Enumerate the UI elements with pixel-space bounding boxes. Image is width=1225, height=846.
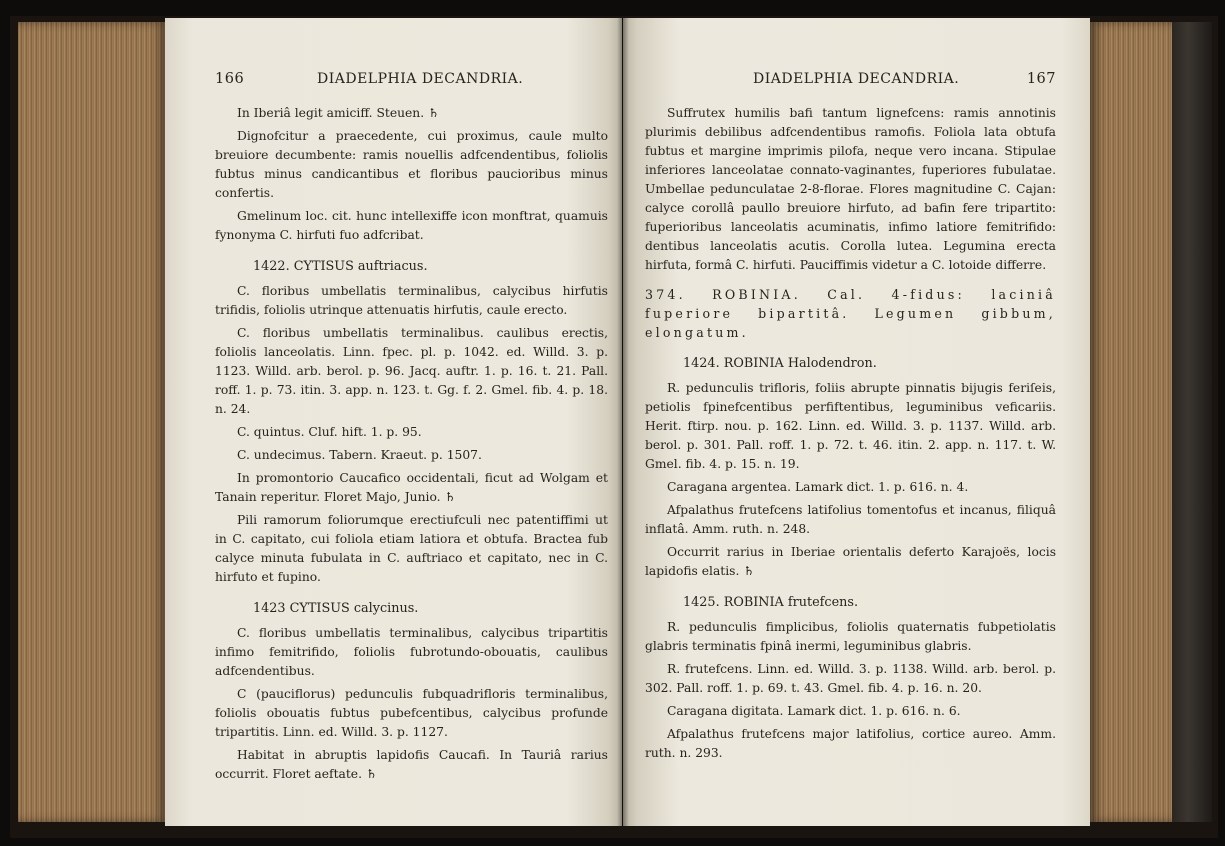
paragraph: C. floribus umbellatis terminalibus, calycibus tripartitis infimo femitrifido, foliolis fubrotundo-obouatis, caulibus adfcendentibus.	[215, 626, 608, 678]
paragraph: Caragana argentea. Lamark dict. 1. p. 616. n. 4.	[667, 480, 969, 494]
species-heading: 1424. ROBINIA Halodendron.	[683, 356, 877, 371]
paragraph: C. undecimus. Tabern. Kraeut. p. 1507.	[237, 448, 482, 462]
species-heading: 1422. CYTISUS auftriacus.	[253, 259, 428, 274]
paragraph: C. floribus umbellatis terminalibus. caulibus erectis, foliolis lanceolatis. Linn. fpec. pl. p. 1042. ed. Willd. 3. p. 1123. Willd. arb. berol. p. 96. Jacq. auftr. 1. p. 16. t. 21. Pall. roff. 1. p. 73. itin. 3. app. n. 123. t. Gg. f. 2. Gmel. fib. 4. p. 18. n. 24.	[215, 326, 608, 416]
right-page-header	[645, 68, 1056, 94]
paragraph: Dignofcitur a praecedente, cui proximus, caule multo breuiore decumbente: ramis nouellis adfcendentibus, foliolis fubtus minus candicantibus et floribus paucioribus minus confertis.	[215, 129, 608, 200]
right-page	[623, 18, 1090, 826]
species-heading: 1425. ROBINIA frutefcens.	[683, 595, 859, 610]
paragraph: Caragana digitata. Lamark dict. 1. p. 616. n. 6.	[667, 704, 961, 718]
paragraph: Afpalathus frutefcens major latifolius, cortice aureo. Amm. ruth. n. 293.	[645, 727, 1056, 760]
page-edges-right	[1090, 22, 1172, 822]
page-edges-left	[18, 22, 166, 822]
paragraph: Habitat in abruptis lapidofis Caucafi. In Tauriâ rarius occurrit. Floret aeftate. ♄	[215, 748, 608, 781]
paragraph: R. frutefcens. Linn. ed. Willd. 3. p. 1138. Willd. arb. berol. p. 302. Pall. roff. 1. p. 69. t. 43. Gmel. fib. 4. p. 16. n. 20.	[645, 662, 1056, 695]
paragraph: Pili ramorum foliorumque erectiufculi nec patentiffimi ut in C. capitato, cui foliola etiam latiora et obtufa. Bractea fub calyce minuta fubulata in C. auftriaco et capitato, nec in C. hirfuto et fupino.	[215, 513, 608, 584]
paragraph: R. pedunculis trifloris, foliis abrupte pinnatis bijugis feriſeis, petiolis fpinefcentibus perfiftentibus, leguminibus veficariis. Herit. ftirp. nou. p. 162. Linn. ed. Willd. 3. p. 1137. Willd. arb. berol. p. 301. Pall. roff. 1. p. 72. t. 46. itin. 2. app. n. 117. t. W. Gmel. fib. 4. p. 15. n. 19.	[645, 381, 1056, 471]
page-number: 167	[1026, 71, 1056, 87]
left-page	[165, 18, 622, 826]
left-page-header	[215, 68, 608, 94]
paragraph: Occurrit rarius in Iberiae orientalis deferto Karajoës, locis lapidofis elatis. ♄	[645, 545, 1056, 578]
paragraph: R. pedunculis fimplicibus, foliolis quaternatis fubpetiolatis glabris terminatis fpinâ inermi, leguminibus glabris.	[645, 620, 1056, 653]
paragraph: C (pauciflorus) pedunculis fubquadrifloris terminalibus, foliolis obouatis fubtus pubefcentibus, calycibus profunde tripartitis. Linn. ed. Willd. 3. p. 1127.	[215, 687, 608, 739]
paragraph: C. quintus. Cluf. hift. 1. p. 95.	[237, 425, 422, 439]
paragraph: Gmelinum loc. cit. hunc intellexiffe icon monftrat, quamuis fynonyma C. hirfuti fuo adfcribat.	[215, 209, 608, 242]
page-number: 166	[215, 71, 245, 87]
book-gutter-shadow	[617, 18, 629, 826]
species-heading: 1423 CYTISUS calycinus.	[253, 601, 419, 616]
paragraph: In promontorio Caucafico occidentali, ficut ad Wolgam et Tanain reperitur. Floret Majo, Junio. ♄	[215, 471, 608, 504]
running-title: DIADELPHIA DECANDRIA.	[753, 71, 960, 87]
running-title: DIADELPHIA DECANDRIA.	[317, 71, 524, 87]
paragraph: C. floribus umbellatis terminalibus, calycibus hirfutis trifidis, foliolis utrinque attenuatis hirfutis, caule erecto.	[215, 284, 608, 317]
book-cover-right	[1172, 22, 1212, 822]
paragraph: In Iberiâ legit amiciff. Steuen. ♄	[237, 106, 440, 120]
genus-heading: 374. ROBINIA. Cal. 4-fidus: laciniâ fuperiore bipartitâ. Legumen gibbum, elongatum.	[645, 287, 1056, 340]
paragraph: Afpalathus frutefcens latifolius tomentofus et incanus, filiquâ inflatâ. Amm. ruth. n. 248.	[645, 503, 1056, 536]
paragraph: Suffrutex humilis bafi tantum lignefcens: ramis annotinis plurimis debilibus adfcendentibus ramofis. Foliola lata obtufa fubtus et margine imprimis pilofa, neque vero incana. Stipulae inferiores lanceolatae connato-vaginantes, fuperiores fubulatae. Umbellae pedunculatae 2-8-florae. Flores magnitudine C. Cajan: calyce corollâ paullo breuiore hirfuto, ad bafin fere tripartito: fuperioribus lanceolatis acuminatis, infimo latiore femitrifido: dentibus lanceolatis acutis. Corolla lutea. Legumina erecta hirfuta, formâ C. hirfuti. Pauciffimis videtur a C. lotoide differre.	[645, 106, 1056, 272]
